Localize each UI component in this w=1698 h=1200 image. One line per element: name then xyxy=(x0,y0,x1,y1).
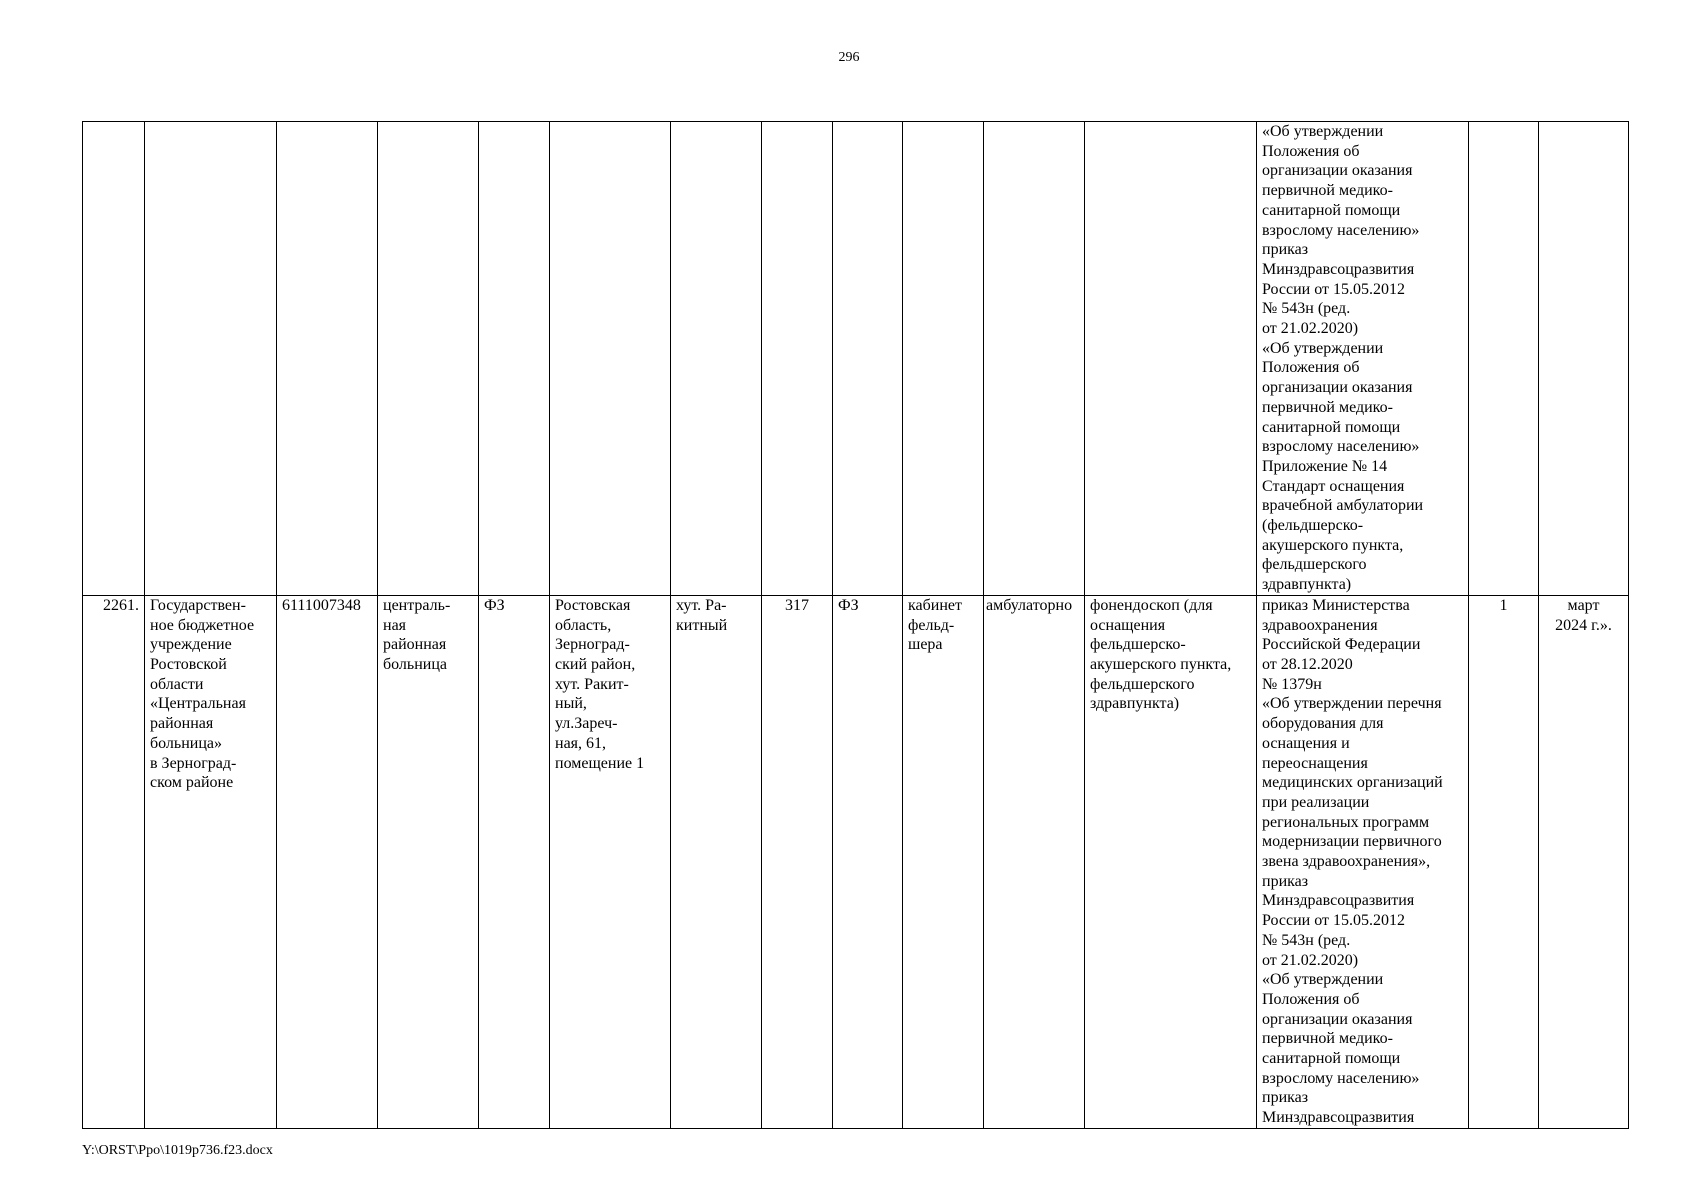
cell-settlement xyxy=(671,595,762,1128)
cell-number xyxy=(83,122,145,596)
text-line: оснащения и xyxy=(1262,734,1350,752)
cell-care-condition xyxy=(984,122,1085,596)
text-line: акушерского пункта, xyxy=(1262,536,1404,554)
text-line: кабинет xyxy=(908,596,962,614)
text-line: область, xyxy=(555,616,612,634)
cell-address xyxy=(550,595,671,1128)
text-line: Положения об xyxy=(1262,142,1360,160)
cell-deadline xyxy=(1539,122,1629,596)
cell-org-name xyxy=(145,122,277,596)
text-line: Минздравсоцразвития xyxy=(1262,1109,1415,1127)
cell-quantity xyxy=(1469,122,1539,596)
text-line: здравоохранения xyxy=(1262,616,1378,634)
text-line: фельдшерско- xyxy=(1090,636,1186,654)
text-line: фельд- xyxy=(908,616,955,634)
text-line: ский район, xyxy=(555,655,636,673)
text-line: санитарной помощи xyxy=(1262,201,1401,219)
text-line: медицинских организаций xyxy=(1262,774,1443,792)
text-line: ул.Зареч- xyxy=(555,715,618,733)
text-line: от 28.12.2020 xyxy=(1262,655,1353,673)
text-line: переоснащения xyxy=(1262,754,1368,772)
text-line: фельдшерского xyxy=(1262,556,1367,574)
text-line: № 543н (ред. xyxy=(1262,300,1351,318)
text-line: март xyxy=(1567,596,1600,614)
text-line: хут. Ракит- xyxy=(555,675,629,693)
table-row-2261 xyxy=(83,595,1629,1128)
text-line: первичной медико- xyxy=(1262,1030,1393,1048)
text-line: Ростовской xyxy=(150,655,227,673)
text-line: фельдшерского xyxy=(1090,675,1195,693)
cell-equipment xyxy=(1085,595,1257,1128)
text-line: районная xyxy=(150,715,214,733)
equipment-register-table xyxy=(82,121,1629,1129)
table-row-continuation xyxy=(83,122,1629,596)
cell-unit-type: ФЗ xyxy=(833,595,903,1128)
text-line: централь- xyxy=(383,596,451,614)
text-line: ная xyxy=(383,616,407,634)
text-line: приказ xyxy=(1262,241,1309,259)
text-line: оснащения xyxy=(1090,616,1166,634)
text-line: ное бюджетное xyxy=(150,616,255,634)
text-line: санитарной помощи xyxy=(1262,1050,1401,1068)
text-line: от 21.02.2020) xyxy=(1262,320,1359,338)
text-line: взрослому населению» xyxy=(1262,221,1420,239)
text-line: Ростовская xyxy=(555,596,631,614)
text-line: организации оказания xyxy=(1262,162,1413,180)
text-line: Минздравсоцразвития xyxy=(1262,260,1415,278)
text-line: приказ xyxy=(1262,872,1309,890)
page-number: 296 xyxy=(838,50,860,65)
text-line: акушерского пункта, xyxy=(1090,655,1232,673)
text-line: фонендоскоп (для xyxy=(1090,596,1213,614)
text-line: Минздравсоцразвития xyxy=(1262,892,1415,910)
text-line: больница xyxy=(383,655,447,673)
cell-deadline xyxy=(1539,595,1629,1128)
cell-org-name xyxy=(145,595,277,1128)
text-line: ском районе xyxy=(150,774,234,792)
text-line: санитарной помощи xyxy=(1262,418,1401,436)
text-line: хут. Ра- xyxy=(676,596,727,614)
cell-legal-basis xyxy=(1257,595,1469,1128)
cell-org-type xyxy=(378,595,479,1128)
text-line: «Об утверждении xyxy=(1262,971,1384,989)
text-line: Государствен- xyxy=(150,596,246,614)
text-line: ная, 61, xyxy=(555,734,607,752)
text-line: 2024 г.». xyxy=(1555,616,1612,634)
text-line: при реализации xyxy=(1262,793,1370,811)
cell-population: 317 xyxy=(762,595,833,1128)
cell-org-type xyxy=(378,122,479,596)
cell-equipment xyxy=(1085,122,1257,596)
text-line: «Об утверждении xyxy=(1262,123,1384,140)
text-line: России от 15.05.2012 xyxy=(1262,912,1406,930)
text-line: приказ xyxy=(1262,1089,1309,1107)
cell-number: 2261. xyxy=(83,595,145,1128)
text-line: районная xyxy=(383,636,447,654)
text-line: звена здравоохранения», xyxy=(1262,853,1431,871)
text-line: Российской Федерации xyxy=(1262,636,1421,654)
text-line: от 21.02.2020) xyxy=(1262,951,1359,969)
text-line: первичной медико- xyxy=(1262,398,1393,416)
text-line: взрослому населению» xyxy=(1262,438,1420,456)
cell-quantity: 1 xyxy=(1469,595,1539,1128)
text-line: первичной медико- xyxy=(1262,182,1393,200)
text-line: организации оказания xyxy=(1262,1010,1413,1028)
cell-care-condition: амбулаторно xyxy=(984,595,1085,1128)
cell-inn xyxy=(277,122,378,596)
text-line: приказ Министерства xyxy=(1262,596,1410,614)
text-line: взрослому населению» xyxy=(1262,1069,1420,1087)
text-line: больница» xyxy=(150,734,222,752)
text-line: учреждение xyxy=(150,636,232,654)
cell-population xyxy=(762,122,833,596)
footer-file-path: Y:\ORST\Ppo\1019p736.f23.docx xyxy=(82,1143,273,1158)
text-line: региональных программ xyxy=(1262,813,1430,831)
cell-unit-type xyxy=(833,122,903,596)
text-line: № 543н (ред. xyxy=(1262,931,1351,949)
text-line: области xyxy=(150,675,204,693)
text-line: модернизации первичного xyxy=(1262,833,1442,851)
text-line: помещение 1 xyxy=(555,754,645,772)
text-line: № 1379н xyxy=(1262,675,1322,693)
text-line: врачебной амбулатории xyxy=(1262,497,1424,515)
cell-legal-basis xyxy=(1257,122,1469,596)
cell-address xyxy=(550,122,671,596)
text-line: китный xyxy=(676,616,728,634)
text-line: «Центральная xyxy=(150,695,246,713)
text-line: (фельдшерско- xyxy=(1262,517,1364,535)
text-line: здравпункта) xyxy=(1090,695,1180,713)
cell-settlement xyxy=(671,122,762,596)
cell-room xyxy=(903,122,984,596)
text-line: организации оказания xyxy=(1262,379,1413,397)
text-line: шера xyxy=(908,636,943,654)
text-line: «Об утверждении xyxy=(1262,339,1384,357)
cell-inn: 6111007348 xyxy=(277,595,378,1128)
cell-level: ФЗ xyxy=(479,595,550,1128)
text-line: здравпункта) xyxy=(1262,576,1352,594)
text-line: Зерноград- xyxy=(555,636,630,654)
text-line: России от 15.05.2012 xyxy=(1262,280,1406,298)
text-line: ный, xyxy=(555,695,587,713)
text-line: Приложение № 14 xyxy=(1262,457,1388,475)
text-line: Положения об xyxy=(1262,990,1360,1008)
text-line: «Об утверждении перечня xyxy=(1262,695,1442,713)
text-line: Стандарт оснащения xyxy=(1262,477,1405,495)
text-line: в Зерноград- xyxy=(150,754,237,772)
cell-room xyxy=(903,595,984,1128)
text-line: оборудования для xyxy=(1262,715,1384,733)
text-line: Положения об xyxy=(1262,359,1360,377)
cell-level xyxy=(479,122,550,596)
